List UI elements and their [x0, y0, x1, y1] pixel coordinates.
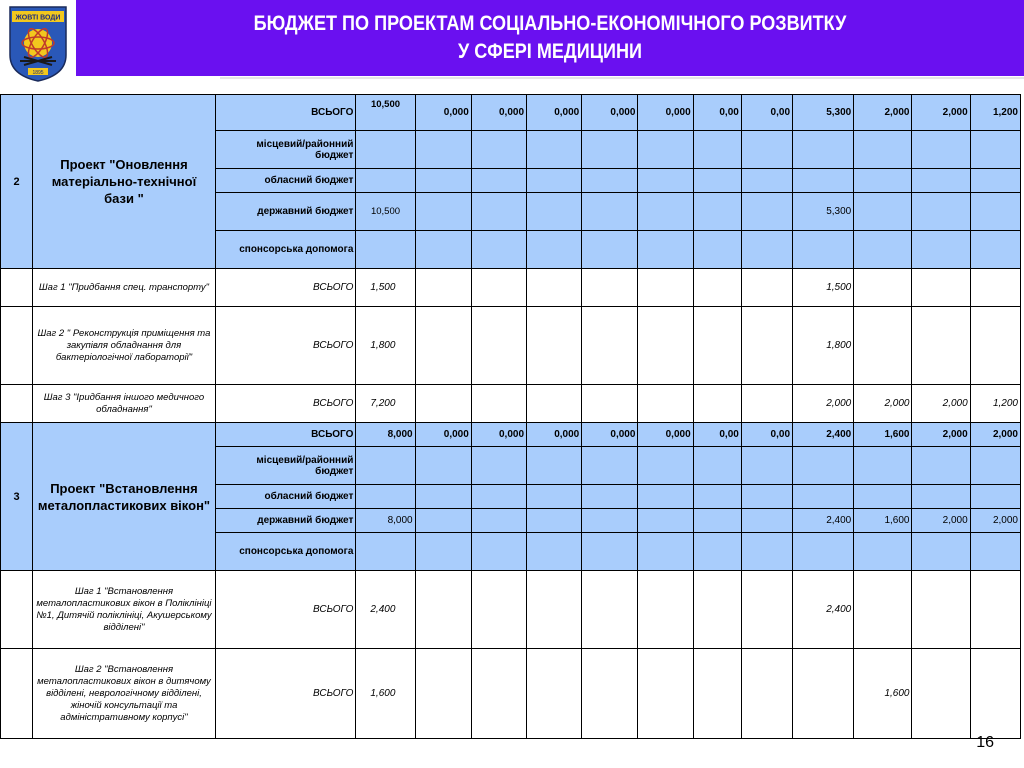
- table-row: [1, 571, 1021, 649]
- value-cell: [356, 169, 415, 193]
- value-cell: [912, 533, 970, 571]
- value-cell: [854, 193, 912, 231]
- empty-cell: [1, 649, 33, 739]
- project-name: Проект "Встановлення металопластикових вікон": [33, 423, 216, 571]
- value-cell: [638, 231, 693, 269]
- value-cell: [415, 193, 471, 231]
- value-cell: [415, 131, 471, 169]
- value-cell: [638, 509, 693, 533]
- empty-cell: [1, 307, 33, 385]
- value-cell: [912, 131, 970, 169]
- value-cell: [741, 447, 792, 485]
- value-cell: [638, 571, 693, 649]
- value-cell: 1,500: [793, 269, 854, 307]
- value-cell: [854, 485, 912, 509]
- value-cell: 0,00: [693, 95, 741, 131]
- value-cell: 2,000: [912, 423, 970, 447]
- value-cell: [793, 447, 854, 485]
- value-cell: [912, 447, 970, 485]
- value-cell: [582, 269, 638, 307]
- value-cell: [638, 485, 693, 509]
- value-cell: [693, 307, 741, 385]
- value-cell: [793, 485, 854, 509]
- value-cell: [741, 307, 792, 385]
- value-cell: [912, 485, 970, 509]
- value-cell: 5,300: [793, 95, 854, 131]
- value-cell: 5,300: [793, 193, 854, 231]
- value-cell: 2,400: [793, 423, 854, 447]
- value-cell: [582, 193, 638, 231]
- value-cell: [854, 533, 912, 571]
- value-cell: 1,600: [854, 649, 912, 739]
- value-cell: [741, 131, 792, 169]
- value-cell: [471, 571, 526, 649]
- value-cell: [970, 269, 1020, 307]
- svg-text:ЖОВТІ ВОДИ: ЖОВТІ ВОДИ: [15, 14, 61, 22]
- value-cell: [970, 649, 1020, 739]
- value-cell: 8,000: [356, 509, 415, 533]
- value-cell: 1,600: [854, 423, 912, 447]
- value-cell: [527, 571, 582, 649]
- value-cell: [582, 169, 638, 193]
- value-cell: [582, 131, 638, 169]
- empty-cell: [1, 385, 33, 423]
- value-cell: 10,500: [356, 95, 415, 131]
- project-index: 3: [1, 423, 33, 571]
- value-cell: [854, 269, 912, 307]
- table-row: [1, 385, 1021, 423]
- row-label: ВСЬОГО: [215, 385, 356, 423]
- value-cell: [527, 231, 582, 269]
- value-cell: 2,000: [970, 423, 1020, 447]
- value-cell: [638, 533, 693, 571]
- value-cell: 2,000: [854, 95, 912, 131]
- value-cell: [471, 385, 526, 423]
- value-cell: [415, 269, 471, 307]
- value-cell: [471, 307, 526, 385]
- value-cell: [527, 649, 582, 739]
- value-cell: [471, 509, 526, 533]
- value-cell: [693, 131, 741, 169]
- row-label: ВСЬОГО: [215, 269, 356, 307]
- value-cell: [582, 533, 638, 571]
- step-name: Шаг 1 "Придбання спец. транспорту": [33, 269, 216, 307]
- value-cell: [582, 231, 638, 269]
- value-cell: [693, 571, 741, 649]
- value-cell: [741, 649, 792, 739]
- value-cell: [415, 385, 471, 423]
- value-cell: [356, 485, 415, 509]
- value-cell: [912, 649, 970, 739]
- value-cell: [527, 385, 582, 423]
- value-cell: [970, 193, 1020, 231]
- value-cell: 2,000: [793, 385, 854, 423]
- value-cell: 1,500: [356, 269, 415, 307]
- value-cell: [471, 131, 526, 169]
- title-line-1: БЮДЖЕТ ПО ПРОЕКТАМ СОЦІАЛЬНО-ЕКОНОМІЧНОГО РОЗВИТКУ: [253, 12, 847, 35]
- value-cell: [415, 509, 471, 533]
- table-row: [1, 307, 1021, 385]
- value-cell: [638, 131, 693, 169]
- value-cell: [741, 193, 792, 231]
- svg-text:1895: 1895: [32, 70, 44, 76]
- value-cell: [741, 533, 792, 571]
- value-cell: 1,200: [970, 95, 1020, 131]
- value-cell: 2,400: [793, 571, 854, 649]
- value-cell: 2,000: [970, 509, 1020, 533]
- value-cell: [582, 649, 638, 739]
- value-cell: [912, 307, 970, 385]
- value-cell: 1,800: [793, 307, 854, 385]
- value-cell: [693, 193, 741, 231]
- row-label: ВСЬОГО: [215, 423, 356, 447]
- budget-table: [0, 94, 1021, 739]
- value-cell: 0,000: [638, 423, 693, 447]
- value-cell: 0,000: [527, 423, 582, 447]
- row-label: державний бюджет: [215, 193, 356, 231]
- step-name: Шаг 2 " Реконструкція приміщення та закупівля обладнання для бактеріологічної лабораторії": [33, 307, 216, 385]
- value-cell: [793, 649, 854, 739]
- row-label: обласний бюджет: [215, 169, 356, 193]
- slide-header: [76, 0, 1024, 76]
- city-coat-of-arms-logo: [4, 3, 72, 83]
- value-cell: [912, 571, 970, 649]
- value-cell: [970, 485, 1020, 509]
- value-cell: [527, 509, 582, 533]
- value-cell: [912, 169, 970, 193]
- step-name: Шаг 3 "Ipидбання іншого медичного обладнання": [33, 385, 216, 423]
- value-cell: [854, 571, 912, 649]
- value-cell: [471, 533, 526, 571]
- value-cell: [741, 169, 792, 193]
- value-cell: [527, 307, 582, 385]
- value-cell: 0,000: [582, 423, 638, 447]
- value-cell: 1,600: [854, 509, 912, 533]
- value-cell: [527, 193, 582, 231]
- value-cell: [741, 385, 792, 423]
- value-cell: 0,000: [582, 95, 638, 131]
- value-cell: [693, 509, 741, 533]
- title-line-2: У СФЕРІ МЕДИЦИНИ: [458, 40, 642, 63]
- value-cell: [638, 193, 693, 231]
- value-cell: [854, 231, 912, 269]
- value-cell: [793, 131, 854, 169]
- value-cell: 0,000: [638, 95, 693, 131]
- value-cell: [970, 307, 1020, 385]
- value-cell: [415, 231, 471, 269]
- value-cell: [912, 193, 970, 231]
- value-cell: [638, 385, 693, 423]
- row-label: спонсорська допомога: [215, 533, 356, 571]
- value-cell: [693, 485, 741, 509]
- value-cell: [415, 169, 471, 193]
- table-row: [1, 423, 1021, 447]
- value-cell: [693, 385, 741, 423]
- row-label: державний бюджет: [215, 509, 356, 533]
- value-cell: [912, 269, 970, 307]
- value-cell: [741, 485, 792, 509]
- value-cell: [415, 533, 471, 571]
- slide-title: [142, 10, 957, 66]
- value-cell: [527, 533, 582, 571]
- value-cell: [693, 231, 741, 269]
- table-row: [1, 269, 1021, 307]
- row-label: ВСЬОГО: [215, 571, 356, 649]
- value-cell: [693, 649, 741, 739]
- value-cell: 0,00: [741, 423, 792, 447]
- value-cell: [527, 131, 582, 169]
- value-cell: 0,000: [527, 95, 582, 131]
- value-cell: [854, 169, 912, 193]
- value-cell: [638, 269, 693, 307]
- empty-cell: [1, 571, 33, 649]
- value-cell: 0,00: [693, 423, 741, 447]
- value-cell: [741, 269, 792, 307]
- value-cell: [471, 231, 526, 269]
- value-cell: 0,000: [471, 423, 526, 447]
- value-cell: [638, 649, 693, 739]
- value-cell: [582, 571, 638, 649]
- value-cell: [638, 307, 693, 385]
- page-number: 16: [976, 734, 994, 751]
- value-cell: 7,200: [356, 385, 415, 423]
- value-cell: [970, 447, 1020, 485]
- value-cell: [415, 485, 471, 509]
- value-cell: 1,600: [356, 649, 415, 739]
- value-cell: [912, 231, 970, 269]
- value-cell: [854, 307, 912, 385]
- header-divider: [220, 77, 1024, 79]
- value-cell: [741, 231, 792, 269]
- value-cell: [471, 485, 526, 509]
- table-row: [1, 95, 1021, 131]
- value-cell: [356, 447, 415, 485]
- project-name: Проект "Оновлення матеріально-технічної бази ": [33, 95, 216, 269]
- row-label: місцевий/районний бюджет: [215, 131, 356, 169]
- value-cell: [693, 269, 741, 307]
- value-cell: [793, 231, 854, 269]
- table-row: [1, 649, 1021, 739]
- value-cell: [527, 447, 582, 485]
- value-cell: [527, 269, 582, 307]
- value-cell: [854, 447, 912, 485]
- value-cell: [471, 269, 526, 307]
- value-cell: [471, 447, 526, 485]
- value-cell: [970, 131, 1020, 169]
- row-label: місцевий/районний бюджет: [215, 447, 356, 485]
- value-cell: [415, 571, 471, 649]
- value-cell: 0,00: [741, 95, 792, 131]
- value-cell: [793, 169, 854, 193]
- value-cell: [854, 131, 912, 169]
- value-cell: [356, 131, 415, 169]
- value-cell: 10,500: [356, 193, 415, 231]
- value-cell: 2,400: [793, 509, 854, 533]
- value-cell: 0,000: [471, 95, 526, 131]
- value-cell: [970, 533, 1020, 571]
- value-cell: [356, 231, 415, 269]
- empty-cell: [1, 269, 33, 307]
- value-cell: 1,800: [356, 307, 415, 385]
- value-cell: [471, 649, 526, 739]
- step-name: Шаг 2 "Встановлення металопластикових вікон в дитячому відділені, неврологічному відділені, жіночій консультації та адміністративному корпусі": [33, 649, 216, 739]
- value-cell: [970, 571, 1020, 649]
- value-cell: 8,000: [356, 423, 415, 447]
- row-label: спонсорська допомога: [215, 231, 356, 269]
- row-label: обласний бюджет: [215, 485, 356, 509]
- value-cell: [527, 485, 582, 509]
- value-cell: [582, 447, 638, 485]
- value-cell: [693, 533, 741, 571]
- value-cell: [741, 571, 792, 649]
- value-cell: [793, 533, 854, 571]
- value-cell: [356, 533, 415, 571]
- value-cell: 2,400: [356, 571, 415, 649]
- value-cell: [415, 307, 471, 385]
- value-cell: [471, 193, 526, 231]
- row-label: ВСЬОГО: [215, 649, 356, 739]
- value-cell: 1,200: [970, 385, 1020, 423]
- value-cell: [741, 509, 792, 533]
- value-cell: [415, 447, 471, 485]
- value-cell: [471, 169, 526, 193]
- value-cell: [582, 307, 638, 385]
- value-cell: [638, 169, 693, 193]
- value-cell: 2,000: [912, 95, 970, 131]
- value-cell: 2,000: [854, 385, 912, 423]
- value-cell: [582, 485, 638, 509]
- row-label: ВСЬОГО: [215, 307, 356, 385]
- value-cell: [970, 231, 1020, 269]
- value-cell: [693, 169, 741, 193]
- step-name: Шаг 1 "Встановлення металопластикових вікон в Поліклініці №1, Дитячій поліклініці, Акушерському відділені": [33, 571, 216, 649]
- value-cell: [638, 447, 693, 485]
- value-cell: 2,000: [912, 385, 970, 423]
- value-cell: 2,000: [912, 509, 970, 533]
- value-cell: [582, 509, 638, 533]
- value-cell: [693, 447, 741, 485]
- row-label: ВСЬОГО: [215, 95, 356, 131]
- value-cell: [970, 169, 1020, 193]
- value-cell: 0,000: [415, 95, 471, 131]
- value-cell: 0,000: [415, 423, 471, 447]
- project-index: 2: [1, 95, 33, 269]
- value-cell: [415, 649, 471, 739]
- value-cell: [582, 385, 638, 423]
- value-cell: [527, 169, 582, 193]
